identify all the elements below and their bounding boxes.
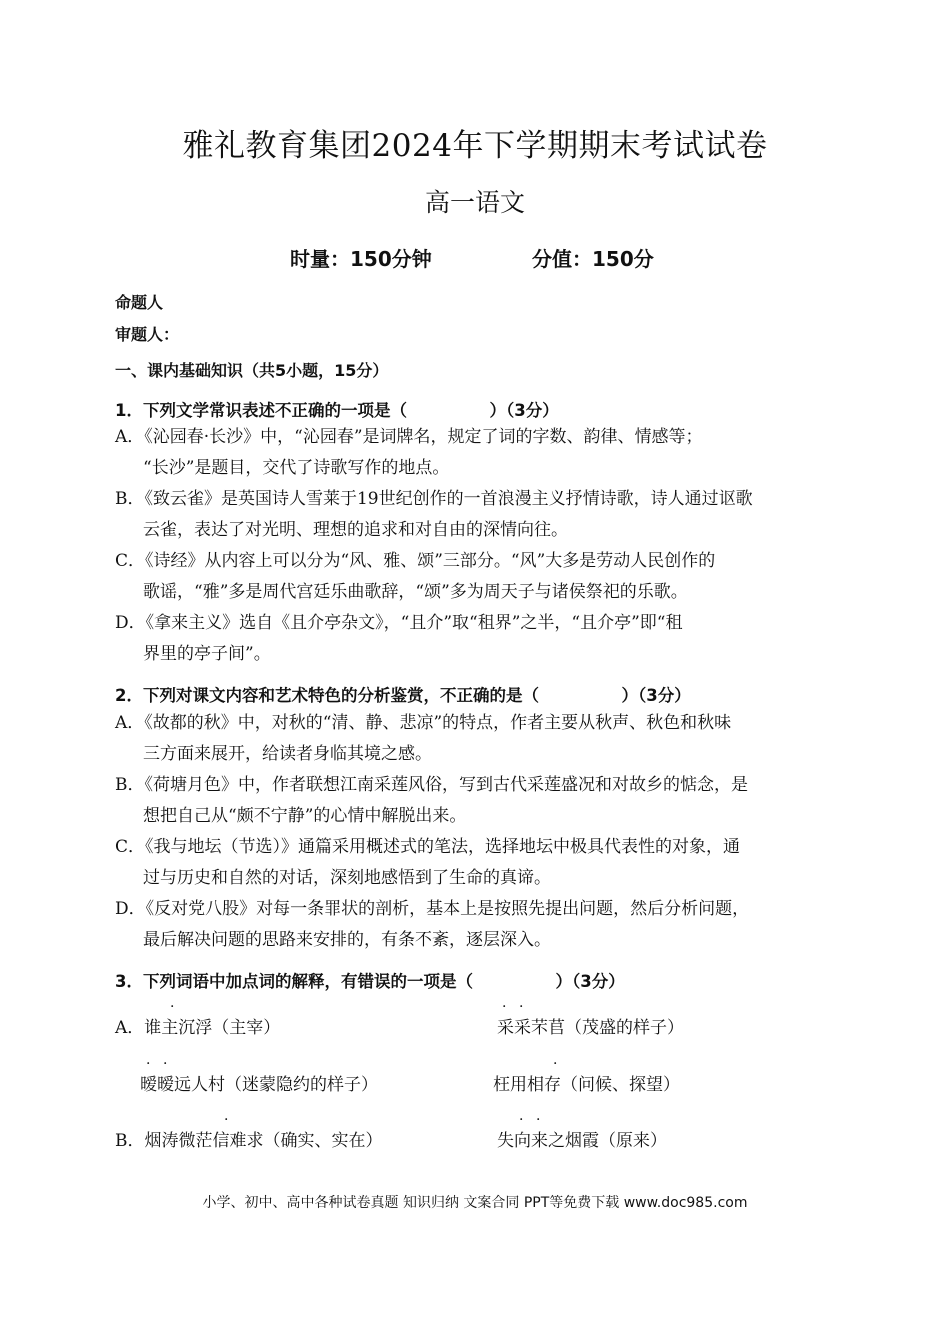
- exam-subject: 高一语文: [424, 188, 525, 217]
- question-3-stem: 3．下列词语中加点词的解释，有错误的一项是（ ）（3分）: [115, 972, 625, 991]
- q1-option-b-cont: 云雀，表达了对光明、理想的追求和对自由的深情向往。: [143, 520, 568, 540]
- q1-option-a-cont: “长沙”是题目，交代了诗歌写作的地点。: [143, 458, 450, 478]
- exam-duration: 时量：150分钟: [290, 247, 432, 271]
- emphasis-dot: ·: [146, 1056, 151, 1072]
- q2-option-b-cont: 想把自己从“颇不宁静”的心情中解脱出来。: [143, 806, 467, 826]
- q2-option-b: B．《荷塘月色》中，作者联想江南采莲风俗，写到古代采莲盛况和对故乡的惦念，是: [115, 775, 748, 795]
- question-reviewer: 审题人：: [115, 325, 180, 344]
- q1-option-b: B．《致云雀》是英国诗人雪莱于19世纪创作的一首浪漫主义抒情诗歌，诗人通过讴歌: [115, 489, 753, 509]
- exam-total-score: 分值：150分: [532, 247, 654, 271]
- q2-option-c: C．《我与地坛（节选）》通篇采用概述式的笔法，选择地坛中极具代表性的对象，通: [115, 837, 741, 857]
- q1-option-d-cont: 界里的亭子间”。: [143, 644, 271, 664]
- question-1-stem: 1．下列文学常识表述不正确的一项是（ ）（3分）: [115, 401, 559, 420]
- emphasis-dot: ·: [519, 1112, 524, 1128]
- question-1-options: [115, 422, 840, 670]
- q2-option-a: A．《故都的秋》中，对秋的“清、静、悲凉”的特点，作者主要从秋声、秋色和秋味: [115, 713, 732, 733]
- q2-option-d-cont: 最后解决问题的思路来安排的，有条不紊，逐层深入。: [143, 930, 551, 950]
- q2-option-c-cont: 过与历史和自然的对话，深刻地感悟到了生命的真谛。: [143, 868, 551, 888]
- q3-option-a-left: A．谁主沉浮（主宰）: [115, 1018, 281, 1038]
- q3-option-a2-right: 枉用相存（问候、探望）: [493, 1075, 680, 1095]
- question-2-options: [115, 708, 840, 956]
- q1-option-c-cont: 歌谣，“雅”多是周代宫廷乐曲歌辞，“颂”多为周天子与诸侯祭祀的乐歌。: [143, 582, 688, 602]
- q2-option-d: D．《反对党八股》对每一条罪状的剖析，基本上是按照先提出问题，然后分析问题，: [115, 899, 750, 919]
- section-heading: 一、课内基础知识（共5小题，15分）: [115, 361, 389, 380]
- emphasis-dot: ·: [519, 999, 524, 1015]
- q1-option-c: C．《诗经》从内容上可以分为“风、雅、颂”三部分。“风”大多是劳动人民创作的: [115, 551, 716, 571]
- emphasis-dot: ·: [163, 1056, 168, 1072]
- question-setter: 命题人: [115, 293, 164, 312]
- page-footer: 小学、初中、高中各种试卷真题 知识归纳 文案合同 PPT等免费下载 www.doc985.com: [202, 1195, 748, 1211]
- q3-option-b-right: 失向来之烟霞（原来）: [497, 1131, 667, 1151]
- question-2-stem: 2．下列对课文内容和艺术特色的分析鉴赏，不正确的是（ ）（3分）: [115, 686, 691, 705]
- q2-option-a-cont: 三方面来展开，给读者身临其境之感。: [143, 744, 432, 764]
- emphasis-dot: ·: [224, 1112, 229, 1128]
- q1-option-a: A．《沁园春·长沙》中，“沁园春”是词牌名，规定了词的字数、韵律、情感等；: [115, 427, 703, 447]
- emphasis-dot: ·: [502, 999, 507, 1015]
- emphasis-dot: ·: [170, 999, 175, 1015]
- q3-option-b-left: B．烟涛微茫信难求（确实、实在）: [115, 1131, 383, 1151]
- emphasis-dot: ·: [536, 1112, 541, 1128]
- emphasis-dot: ·: [553, 1056, 558, 1072]
- q3-option-a-right: 采采芣苢（茂盛的样子）: [497, 1018, 684, 1038]
- q3-option-a2-left: 暧暧远人村（迷蒙隐约的样子）: [140, 1075, 378, 1095]
- q1-option-d: D．《拿来主义》选自《且介亭杂文》，“且介”取“租界”之半，“且介亭”即“租: [115, 613, 683, 633]
- exam-title: 雅礼教育集团2024年下学期期末考试试卷: [182, 128, 768, 164]
